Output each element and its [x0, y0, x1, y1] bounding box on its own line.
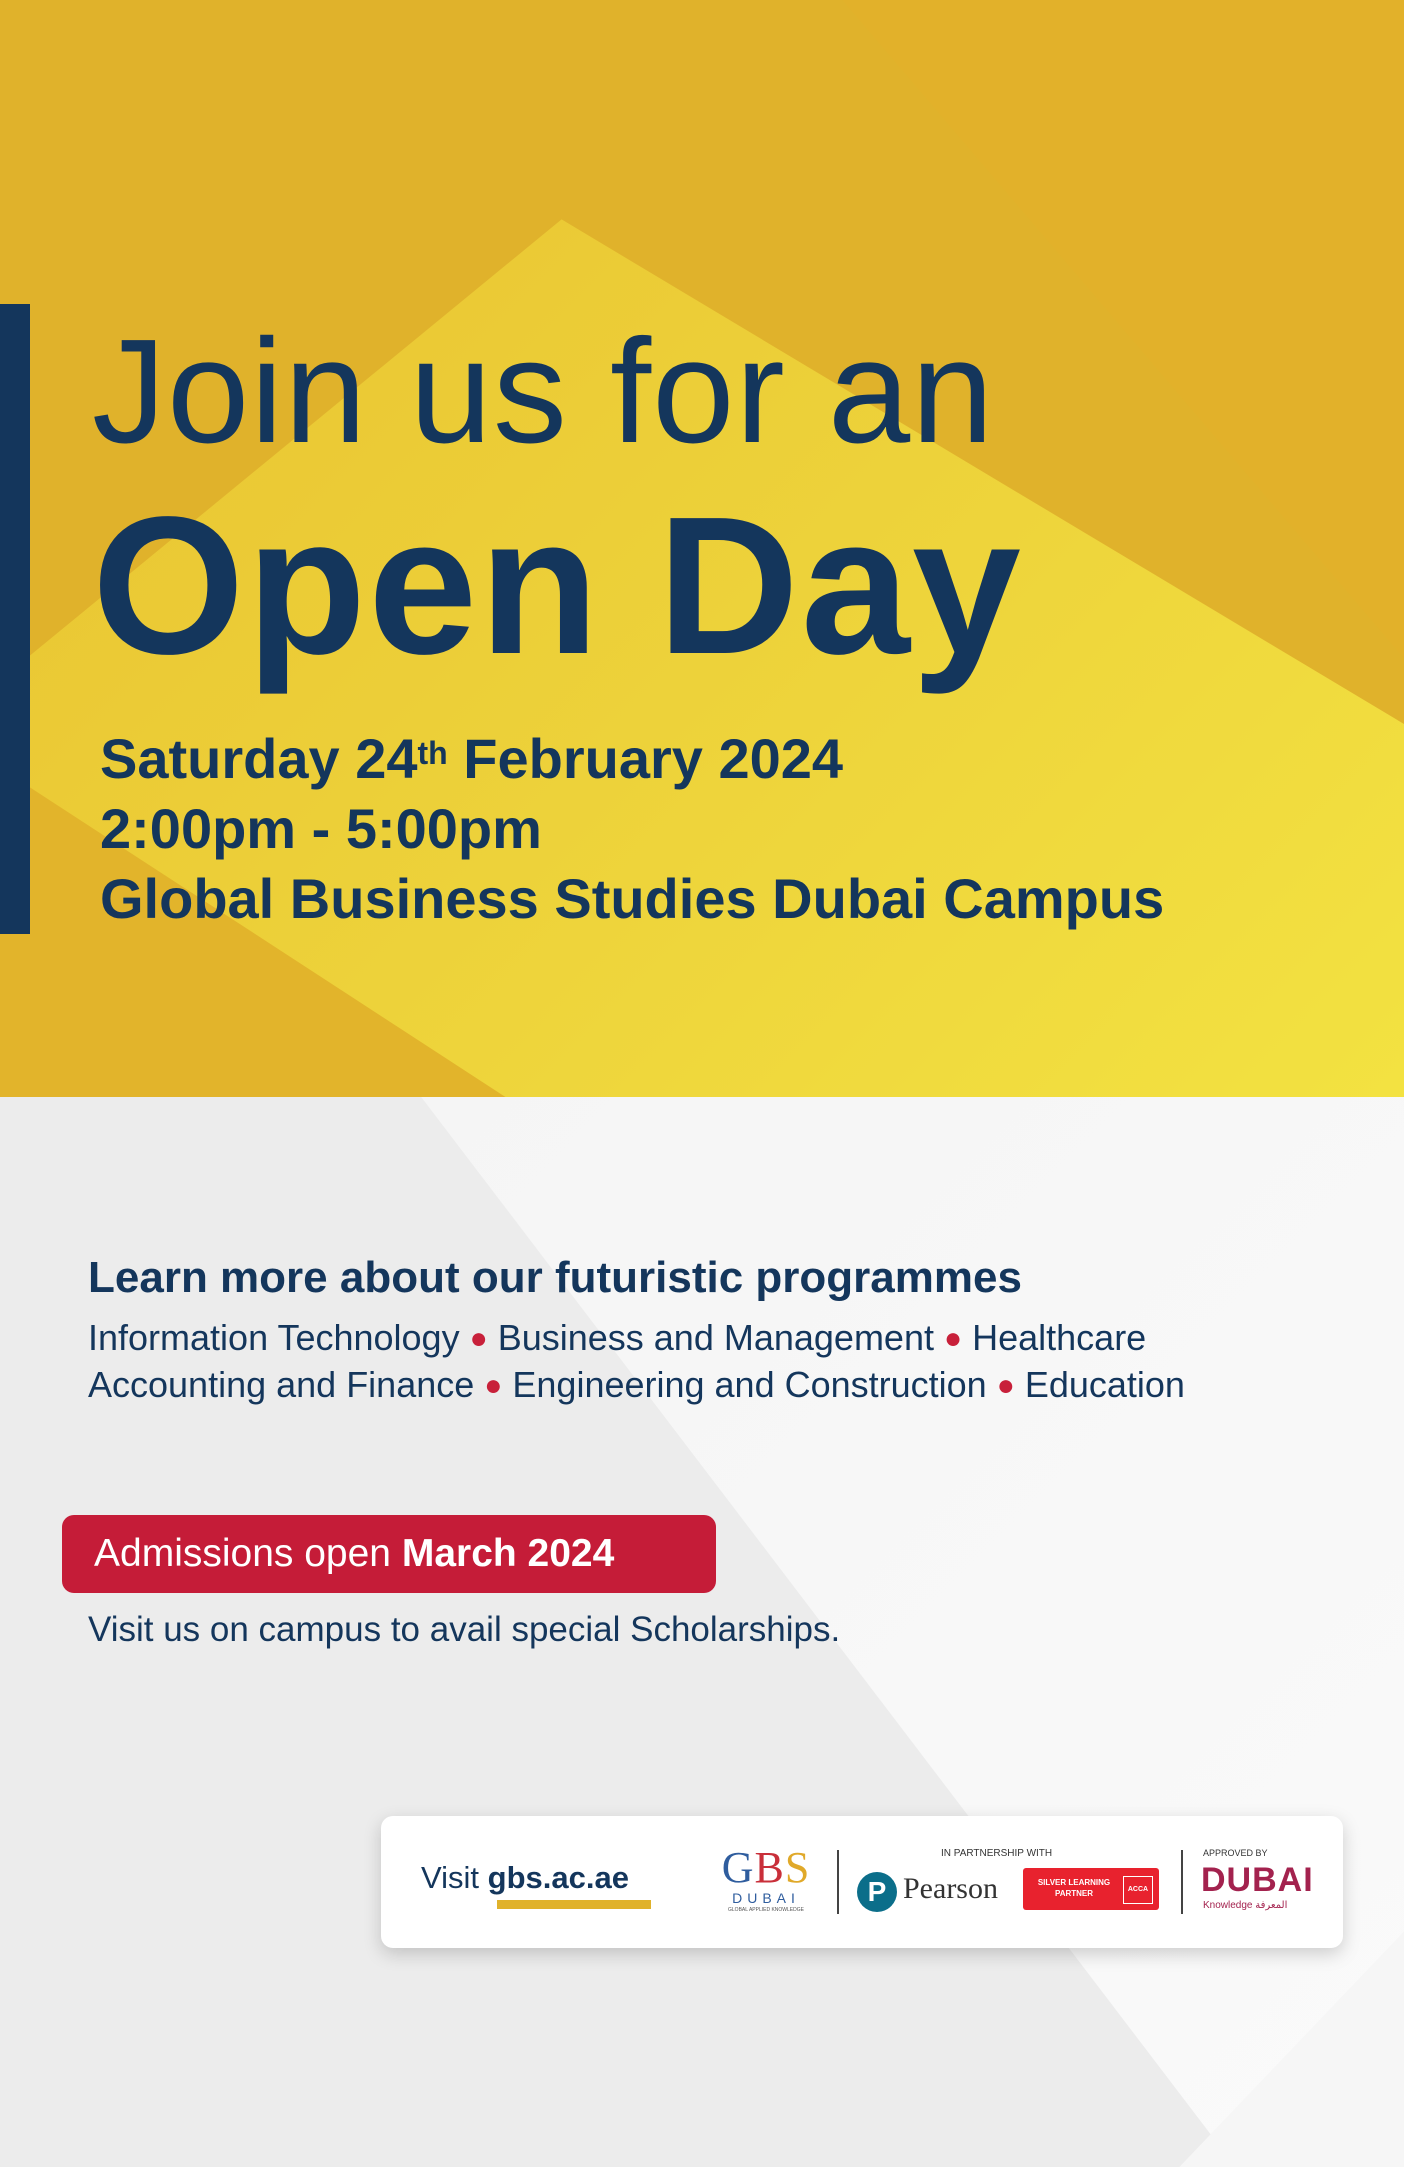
accent-bar: [0, 304, 30, 934]
acca-logo: ACCA: [1123, 1876, 1153, 1904]
website-underline: [497, 1900, 651, 1909]
programme-item: Information Technology: [88, 1317, 460, 1358]
programmes-list: [88, 1316, 1185, 1410]
programmes-row-2: [88, 1363, 1185, 1410]
website-link[interactable]: gbs.ac.ae: [487, 1860, 629, 1895]
bullet-icon: ●: [469, 1322, 488, 1355]
bullet-icon: ●: [484, 1369, 503, 1402]
gbs-logo-tagline: GLOBAL APPLIED KNOWLEDGE: [728, 1907, 804, 1913]
admissions-banner: [62, 1515, 716, 1593]
scholarship-note: Visit us on campus to avail special Scholarships.: [88, 1610, 841, 1649]
event-date: Saturday 24th February 2024: [100, 727, 844, 790]
programme-item: Healthcare: [972, 1317, 1147, 1358]
bullet-icon: ●: [996, 1369, 1015, 1402]
admissions-label: Admissions open: [94, 1532, 391, 1575]
gbs-logo-sub: DUBAI: [732, 1890, 800, 1906]
visit-website[interactable]: [421, 1860, 629, 1896]
programme-item: Education: [1024, 1364, 1185, 1405]
programmes-title: Learn more about our futuristic programmes: [88, 1253, 1022, 1302]
acca-badge: [1023, 1868, 1159, 1910]
event-venue: Global Business Studies Dubai Campus: [100, 867, 1165, 930]
divider: [837, 1850, 839, 1914]
dubai-knowledge-logo: DUBAI: [1201, 1861, 1314, 1899]
gbs-logo: GBS DUBAI GLOBAL APPLIED KNOWLEDGE: [711, 1846, 821, 1916]
dubai-knowledge-sub: Knowledge المعرفة: [1203, 1900, 1288, 1911]
programmes-row-1: [88, 1316, 1185, 1363]
pearson-logo: Pearson: [903, 1872, 998, 1905]
visit-label: Visit: [421, 1860, 480, 1895]
programme-item: Accounting and Finance: [88, 1364, 475, 1405]
footer-card: [381, 1816, 1343, 1948]
partnership-label: IN PARTNERSHIP WITH: [941, 1848, 1053, 1859]
pearson-icon: P: [857, 1872, 897, 1912]
bullet-icon: ●: [943, 1322, 963, 1355]
headline-line-2: Open Day: [92, 476, 1023, 695]
event-time: 2:00pm - 5:00pm: [100, 797, 542, 860]
acca-badge-text: SILVER LEARNING PARTNER: [1037, 1878, 1111, 1898]
headline-line-1: Join us for an: [92, 309, 995, 474]
programme-item: Engineering and Construction: [512, 1364, 987, 1405]
divider: [1181, 1850, 1183, 1914]
programme-item: Business and Management: [497, 1317, 934, 1358]
approved-label: APPROVED BY: [1203, 1848, 1268, 1858]
admissions-date: March 2024: [401, 1532, 615, 1575]
event-details: [100, 724, 1164, 934]
